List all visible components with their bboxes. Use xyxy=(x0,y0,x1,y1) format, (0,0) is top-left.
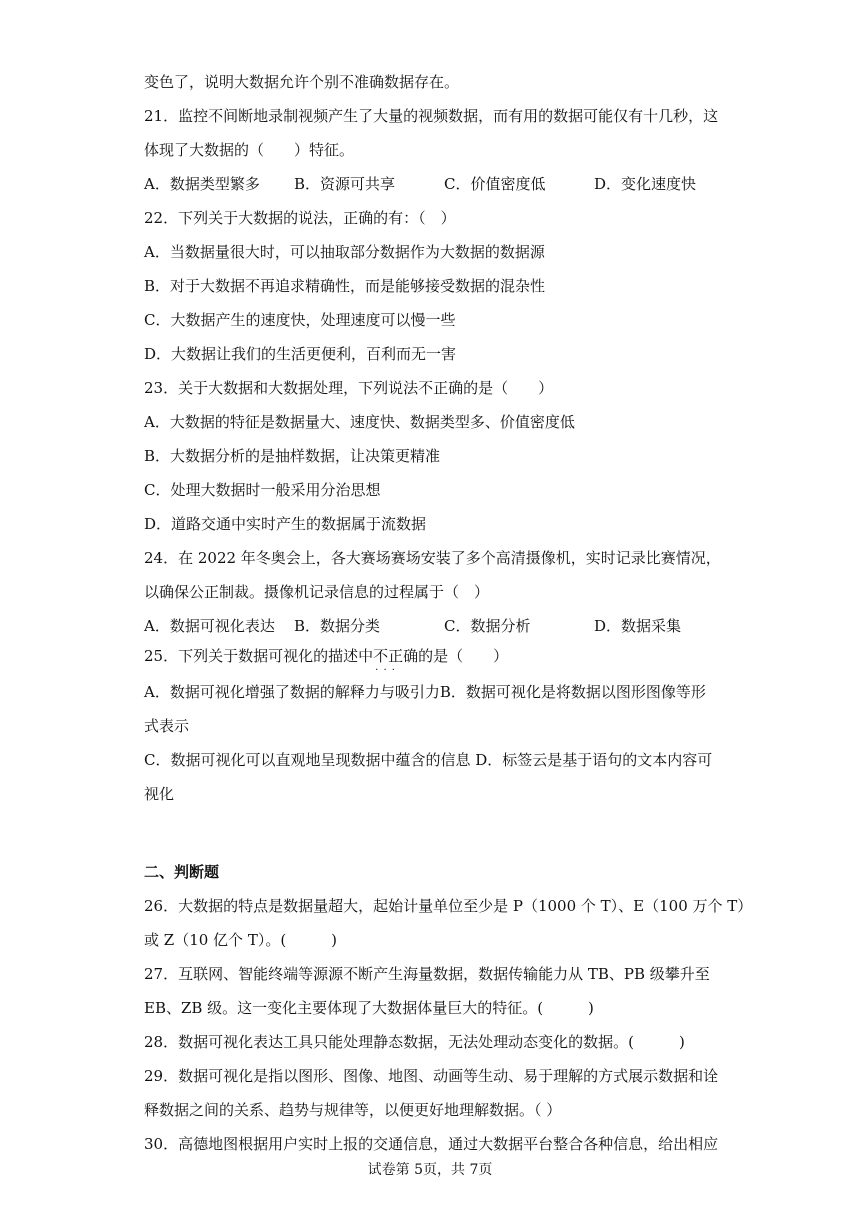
q22-option-c: C．大数据产生的速度快，处理速度可以慢一些 xyxy=(144,311,456,329)
question-29: 29．数据可视化是指以图形、图像、地图、动画等生动、易于理解的方式展示数据和诠 xyxy=(144,1067,719,1085)
q21-option-a: A．数据类型繁多 xyxy=(144,175,260,193)
text-line: 式表示 xyxy=(144,717,190,735)
q25-option-ab: A．数据可视化增强了数据的解释力与吸引力B．数据可视化是将数据以图形图像等形 xyxy=(144,683,706,701)
q22-option-b: B．对于大数据不再追求精确性，而是能够接受数据的混杂性 xyxy=(144,277,546,295)
question-22: 22．下列关于大数据的说法，正确的有：（ ） xyxy=(144,209,456,227)
text-line: 变色了，说明大数据允许个别不准确数据存在。 xyxy=(144,73,460,91)
q24-option-a: A．数据可视化表达 xyxy=(144,617,275,635)
question-28: 28．数据可视化表达工具只能处理静态数据，无法处理动态变化的数据。( ) xyxy=(144,1033,685,1051)
question-21: 21．监控不间断地录制视频产生了大量的视频数据，而有用的数据可能仅有十几秒，这 xyxy=(144,107,719,125)
q25-text-after: 的是（ ） xyxy=(418,647,509,665)
text-line: 以确保公正制裁。摄像机记录信息的过程属于（ ） xyxy=(144,583,490,601)
text-line: 或 Z（10 亿个 T）。( ) xyxy=(144,931,338,949)
question-23: 23．关于大数据和大数据处理，下列说法不正确的是（ ） xyxy=(144,379,554,397)
q25-option-cd: C．数据可视化可以直观地呈现数据中蕴含的信息 D．标签云是基于语句的文本内容可 xyxy=(144,751,713,769)
question-24: 24．在 2022 年冬奥会上，各大赛场赛场安装了多个高清摄像机，实时记录比赛情况， xyxy=(144,549,721,567)
text-line: 体现了大数据的（ ）特征。 xyxy=(144,141,355,159)
question-25 xyxy=(144,646,508,666)
q23-option-a: A．大数据的特征是数据量大、速度快、数据类型多、价值密度低 xyxy=(144,413,575,431)
q25-emphasis: 不正确 · · · xyxy=(373,647,418,665)
page-footer: 试卷第 5页，共 7页 xyxy=(367,1162,493,1178)
q23-option-b: B．大数据分析的是抽样数据，让决策更精准 xyxy=(144,447,441,465)
section-title: 二、判断题 xyxy=(144,863,220,881)
text-line: EB、ZB 级。这一变化主要体现了大数据体量巨大的特征。( ) xyxy=(144,999,594,1017)
question-26: 26．大数据的特点是数据量超大，起始计量单位至少是 P（1000 个 T）、E（100 万个 T） xyxy=(144,897,753,915)
q23-option-d: D．道路交通中实时产生的数据属于流数据 xyxy=(144,515,427,533)
q21-option-d: D．变化速度快 xyxy=(594,175,697,193)
q22-option-d: D．大数据让我们的生活更便利，百利而无一害 xyxy=(144,345,457,363)
q21-option-c: C．价值密度低 xyxy=(444,175,546,193)
text-line: 视化 xyxy=(144,785,175,803)
q22-option-a: A．当数据量很大时，可以抽取部分数据作为大数据的数据源 xyxy=(144,243,545,261)
text-line: 释数据之间的关系、趋势与规律等，以便更好地理解数据。（ ） xyxy=(144,1101,562,1119)
q24-option-d: D．数据采集 xyxy=(594,617,682,635)
q23-option-c: C．处理大数据时一般采用分治思想 xyxy=(144,481,381,499)
q25-text-before: 25．下列关于数据可视化的描述中 xyxy=(144,647,374,665)
q24-option-b: B．数据分类 xyxy=(294,617,381,635)
q21-option-b: B．资源可共享 xyxy=(294,175,396,193)
q24-option-c: C．数据分析 xyxy=(444,617,531,635)
question-30: 30．高德地图根据用户实时上报的交通信息，通过大数据平台整合各种信息，给出相应 xyxy=(144,1135,719,1153)
question-27: 27．互联网、智能终端等源源不断产生海量数据，数据传输能力从 TB、PB 级攀升至 xyxy=(144,965,710,983)
